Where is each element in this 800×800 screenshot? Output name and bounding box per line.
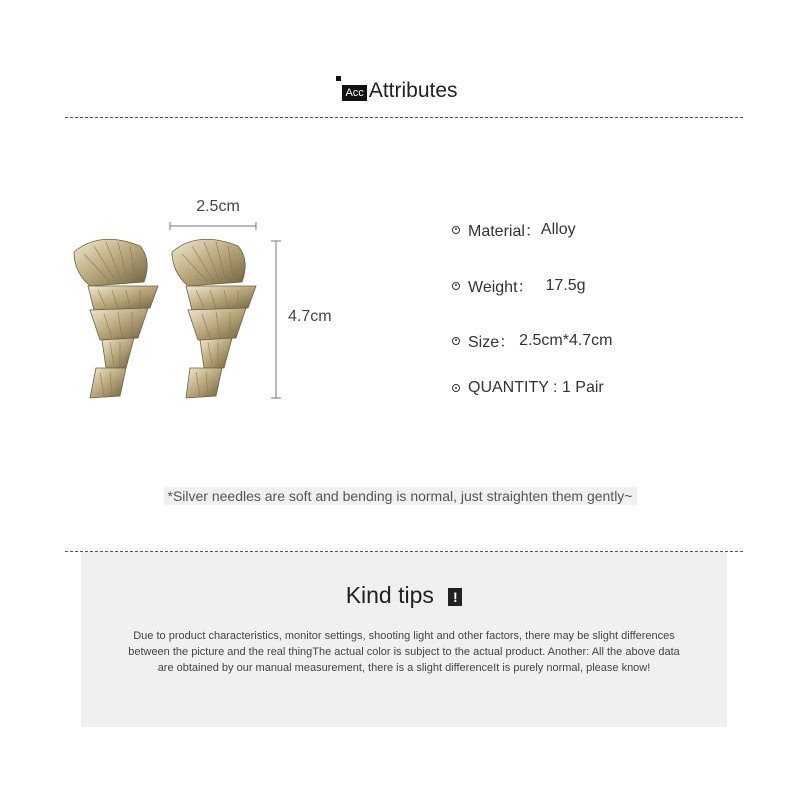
title-text: Attributes bbox=[368, 79, 458, 102]
top-divider bbox=[65, 117, 743, 118]
title-dot-icon bbox=[336, 76, 341, 81]
product-illustration bbox=[60, 190, 360, 420]
attributes-title bbox=[342, 78, 457, 104]
kind-tips-label: Kind tips bbox=[345, 582, 434, 608]
spec-size bbox=[452, 329, 613, 352]
width-label: 2.5cm bbox=[196, 198, 240, 215]
earrings-image bbox=[60, 190, 360, 420]
spec-quantity bbox=[452, 379, 604, 397]
spec-value: 2.5cm*4.7cm bbox=[519, 331, 613, 349]
section-header bbox=[0, 78, 800, 104]
kind-tips-box bbox=[81, 552, 727, 727]
bullet-icon bbox=[452, 384, 460, 392]
note-row bbox=[0, 487, 800, 506]
spec-value: Alloy bbox=[540, 220, 576, 238]
right-earring bbox=[172, 239, 256, 398]
needle-note: *Silver needles are soft and bending is normal, just straighten them gently~ bbox=[164, 487, 637, 505]
height-label: 4.7cm bbox=[288, 308, 332, 325]
spec-label: Size： bbox=[468, 334, 516, 351]
kind-tips-title bbox=[81, 582, 727, 609]
exclamation-icon: ! bbox=[448, 588, 462, 606]
spec-label: Weight： bbox=[468, 279, 534, 296]
spec-material bbox=[452, 218, 576, 241]
spec-label: QUANTITY : 1 Pair bbox=[468, 379, 604, 396]
title-badge: Acc bbox=[342, 85, 366, 101]
bullet-icon bbox=[452, 226, 460, 234]
left-earring bbox=[74, 239, 158, 398]
spec-label: Material： bbox=[468, 223, 541, 240]
kind-tips-text: Due to product characteristics, monitor settings, shooting light and other factors, there may be slight differences between the picture and the real thingThe actual color is subject to the actual product. Another: All the above data are obtained by our manual measurement, there is a slight differenceIt is purely normal, please know! bbox=[128, 630, 680, 674]
bullet-icon bbox=[452, 337, 460, 345]
spec-weight bbox=[452, 274, 586, 297]
bullet-icon bbox=[452, 282, 460, 290]
spec-value: 17.5g bbox=[545, 276, 586, 294]
